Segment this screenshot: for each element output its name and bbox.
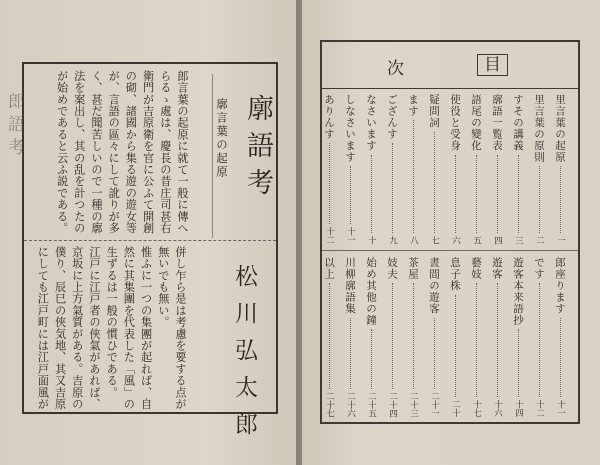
contents-header [322, 42, 578, 89]
contents-list-top [322, 94, 568, 244]
entry-title: ござんす [386, 94, 398, 140]
leader-dots [392, 283, 393, 389]
left-page [0, 0, 298, 465]
contents-entry[interactable] [469, 94, 484, 244]
leader-dots [329, 283, 330, 389]
entry-title: 疑問詞 [428, 94, 440, 129]
entry-title: 語尾の變化 [470, 94, 482, 152]
contents-divider [322, 250, 578, 251]
leader-dots [455, 155, 456, 233]
entry-title: 遊客本来語抄 [512, 257, 524, 326]
contents-entry[interactable] [469, 257, 484, 417]
contents-entry[interactable] [406, 257, 421, 417]
leader-dots [560, 166, 561, 233]
entry-title: 以上 [323, 257, 335, 280]
entry-page-number: 二 [534, 235, 545, 244]
contents-entry[interactable] [448, 94, 463, 244]
leader-dots [350, 166, 351, 224]
text-column: く、甚だ聞苦しいので一種の廓 [89, 70, 103, 234]
contents-heading-left: 次 [387, 59, 404, 79]
text-column: 生ずるは一般の慣ひである。 [105, 246, 119, 399]
entry-title: 晝間の遊客 [428, 257, 440, 315]
entry-title: 息子株 [449, 257, 461, 292]
entry-title: ありんす [323, 94, 335, 140]
entry-page-number: 九 [387, 235, 398, 244]
contents-entry[interactable] [385, 94, 400, 244]
text-column: 併し乍ら是は考慮を要する点が [174, 246, 187, 410]
entry-page-number: 一 [555, 235, 566, 244]
contents-list-bottom [322, 257, 568, 417]
leader-dots [434, 318, 435, 389]
contents-entry[interactable] [553, 257, 568, 417]
contents-entry[interactable] [364, 94, 379, 244]
contents-frame [320, 40, 580, 424]
entry-title: しなさいます [344, 94, 356, 163]
text-column: が、言語の區々にして訛りが多 [107, 70, 121, 234]
section-divider [24, 240, 276, 241]
entry-page-number: 十六 [492, 400, 503, 417]
column-rule [212, 74, 213, 238]
leader-dots [476, 155, 477, 233]
contents-entry[interactable] [364, 257, 379, 417]
contents-entry[interactable] [511, 94, 526, 244]
entry-page-number: 二十一 [429, 391, 440, 417]
entry-title: 藝妓 [470, 257, 482, 280]
entry-page-number: 十一 [345, 227, 356, 244]
contents-entry[interactable] [427, 94, 442, 244]
entry-title: 始め其他の鐘 [365, 257, 377, 326]
contents-entry[interactable] [406, 94, 421, 244]
text-column: が始めであると云ふ説である。 [55, 70, 69, 234]
author-name: 松川弘太郎 [231, 264, 257, 449]
contents-entry[interactable] [448, 257, 463, 417]
text-column: 郎言葉の起原に就て一般に傳へ [176, 70, 189, 234]
leader-dots [539, 166, 540, 233]
entry-page-number: 十 [366, 235, 377, 244]
contents-entry[interactable] [322, 257, 337, 417]
text-column: にしても江戸町には江戸面風が [36, 246, 50, 410]
leader-dots [497, 283, 498, 397]
text-column: 衛門が吉原衛を官に公ふて開創 [141, 70, 155, 234]
leader-dots [560, 318, 561, 398]
contents-entry[interactable] [427, 257, 442, 417]
entry-title: 茶屋 [407, 257, 419, 280]
leader-dots [350, 318, 351, 389]
entry-page-number: 三 [513, 235, 524, 244]
entry-page-number: 二十五 [366, 391, 377, 417]
contents-entry[interactable] [511, 257, 526, 417]
entry-page-number: 五 [471, 235, 482, 244]
leader-dots [371, 329, 372, 389]
contents-entry[interactable] [532, 257, 547, 417]
text-column: 僕り、辰巳の俠気地、其又吉原 [53, 246, 67, 410]
entry-page-number: 二十七 [324, 391, 335, 417]
leader-dots [455, 295, 456, 398]
entry-title: 川柳廓語集 [344, 257, 356, 315]
entry-page-number: 二十 [450, 400, 461, 417]
entry-page-number: 二十六 [345, 391, 356, 417]
contents-entry[interactable] [553, 94, 568, 244]
entry-page-number: 二十四 [387, 391, 398, 417]
contents-entry[interactable] [322, 94, 337, 244]
text-column: 江戸に江戸者の俠氣があれば、 [87, 246, 101, 410]
contents-entry[interactable] [490, 94, 505, 244]
section2-body [37, 246, 186, 412]
section-heading: 廓言葉の起原 [215, 98, 229, 179]
essay-frame [22, 62, 278, 449]
entry-page-number: 十四 [513, 400, 524, 417]
entry-title: 郎座ります [554, 257, 566, 315]
leader-dots [539, 283, 540, 397]
entry-title: 妓夫 [386, 257, 398, 280]
essay-title: 廓語考 [242, 94, 273, 205]
entry-page-number: 二十三 [408, 391, 419, 417]
entry-title: 里言葉の原則 [533, 94, 545, 163]
section1-body [56, 70, 188, 236]
entry-title: すその講義 [512, 94, 524, 152]
bleed-through-text: 郎語考 [4, 92, 24, 161]
leader-dots [392, 143, 393, 233]
right-page [302, 0, 600, 465]
leader-dots [518, 155, 519, 233]
text-column: らるゝ處は、慶長の昔庄司甚右 [158, 70, 172, 234]
entry-title: 使役と受身 [449, 94, 461, 152]
leader-dots [371, 155, 372, 233]
entry-page-number: 七 [429, 235, 440, 244]
text-column: 然に其集團を代表した「風」の [122, 246, 136, 410]
leader-dots [413, 120, 414, 233]
text-column: 惟ふに一つの集團が起れば、自 [139, 246, 153, 410]
contents-entry[interactable] [532, 94, 547, 244]
contents-entry[interactable] [385, 257, 400, 417]
entry-title: です [533, 257, 545, 280]
entry-title: 遊客 [491, 257, 503, 280]
entry-page-number: 十一 [555, 400, 566, 417]
entry-page-number: 十七 [471, 400, 482, 417]
contents-entry[interactable] [343, 257, 358, 417]
leader-dots [518, 329, 519, 397]
entry-title: ます [407, 94, 419, 117]
leader-dots [476, 283, 477, 397]
leader-dots [329, 143, 330, 224]
contents-heading-right: 目 [477, 54, 508, 76]
text-column: 無いでも無い。 [156, 246, 170, 328]
text-column: 法を案出し、其の乱を計つたの [72, 70, 86, 234]
leader-dots [434, 132, 435, 233]
text-column: の砌、諸國から集る遊の遊女等 [124, 70, 138, 234]
text-column: 京坂に上方氣質がある。吉原の [70, 246, 84, 410]
entry-title: なさいます [365, 94, 377, 152]
leader-dots [413, 283, 414, 389]
entry-page-number: 十二 [324, 227, 335, 244]
entry-page-number: 四 [492, 235, 503, 244]
entry-title: 里言葉の起原 [554, 94, 566, 163]
entry-page-number: 六 [450, 235, 461, 244]
leader-dots [497, 155, 498, 233]
contents-entry[interactable] [490, 257, 505, 417]
entry-page-number: 十二 [534, 400, 545, 417]
entry-page-number: 八 [408, 235, 419, 244]
entry-title: 廓語一覧表 [491, 94, 503, 152]
contents-entry[interactable] [343, 94, 358, 244]
